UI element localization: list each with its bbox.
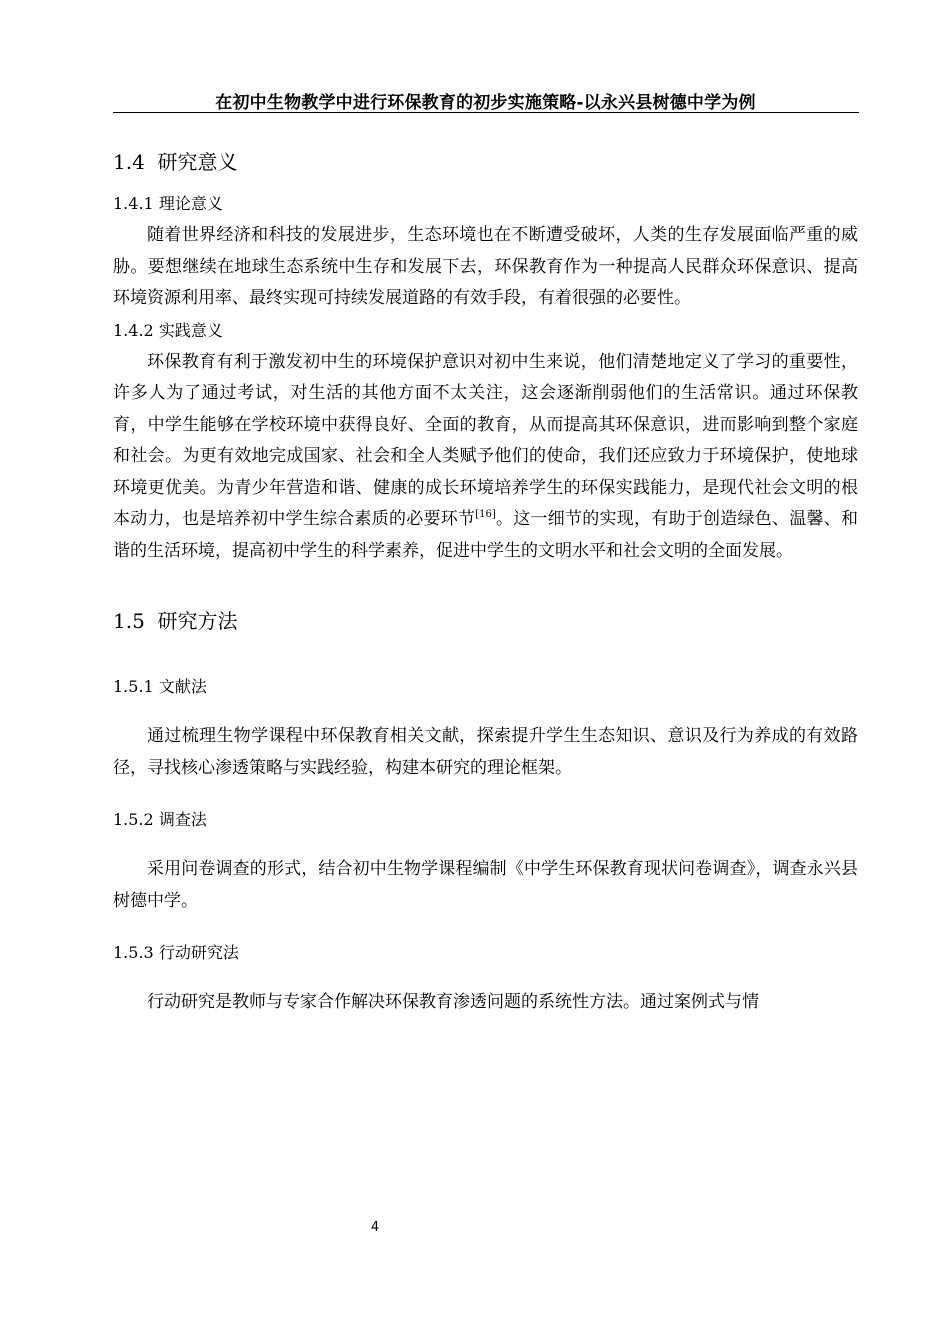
section-title: 研究方法 <box>157 609 238 633</box>
subsection-heading-1-4-1 <box>113 188 858 220</box>
section-number: 1.4 <box>113 150 145 174</box>
subsection-title: 行动研究法 <box>158 943 239 962</box>
paragraph-practical-significance <box>113 347 858 568</box>
subsection-heading-1-5-1 <box>113 671 858 703</box>
paragraph-action-research-method: 行动研究是教师与专家合作解决环保教育渗透问题的系统性方法。通过案例式与情 <box>147 992 759 1012</box>
subsection-title: 文献法 <box>158 677 207 696</box>
section-heading-1-5 <box>113 599 858 643</box>
header-rule <box>113 112 859 113</box>
subsection-title: 调查法 <box>158 810 207 829</box>
section-number: 1.5 <box>113 609 145 633</box>
subsection-heading-1-4-2 <box>113 315 858 347</box>
subsection-number: 1.5.2 <box>113 810 154 829</box>
paragraph-survey-method: 采用问卷调查的形式，结合初中生物学课程编制《中学生环保教育现状问卷调查》，调查永兴县树德中学。 <box>113 859 858 911</box>
subsection-title: 实践意义 <box>158 320 223 340</box>
subsection-heading-1-5-3 <box>113 937 858 969</box>
subsection-number: 1.4.2 <box>113 320 154 340</box>
page-body <box>113 140 858 1019</box>
subsection-number: 1.4.1 <box>113 194 154 213</box>
paragraph-literature-method: 通过梳理生物学课程中环保教育相关文献，探索提升学生生态知识、意识及行为养成的有效路径，寻找核心渗透策略与实践经验，构建本研究的理论框架。 <box>113 726 858 778</box>
citation-link[interactable]: [16] <box>475 509 496 520</box>
paragraph-text: 环保教育有利于激发初中生的环境保护意识对初中生来说，他们清楚地定义了学习的重要性，许多人为了通过考试，对生活的其他方面不太关注，这会逐渐削弱他们的生活常识。通过环保教育，中学生能够在学校环境中获得良好、全面的教育，从而提高其环保意识，进而影响到整个家庭和社会。为更有效地完成国家、社会和全人类赋予他们的使命，我们还应致力于环境保护，使地球环境更优美。为青少年营造和谐、健康的成长环境培养学生的环保实践能力，是现代社会文明的根本动力，也是培养初中学生综合素质的必要环节 <box>113 351 858 529</box>
subsection-number: 1.5.3 <box>113 943 154 962</box>
subsection-number: 1.5.1 <box>113 677 154 696</box>
running-header-title: 在初中生物教学中进行环保教育的初步实施策略-以永兴县树德中学为例 <box>215 93 756 113</box>
subsection-title: 理论意义 <box>158 194 223 213</box>
page-number: 4 <box>370 1220 380 1235</box>
subsection-heading-1-5-2 <box>113 804 858 836</box>
paragraph-text: 。这一细节的实现，有助于创造绿色、温馨、和谐的生活环境，提高初中学生的科学素养，促进中学生的文明水平和社会文明的全面发展。 <box>113 509 858 561</box>
section-title: 研究意义 <box>157 150 238 174</box>
section-heading-1-4 <box>113 140 858 184</box>
paragraph-theoretical-significance: 随着世界经济和科技的发展进步，生态环境也在不断遭受破坏，人类的生存发展面临严重的威胁。要想继续在地球生态系统中生存和发展下去，环保教育作为一种提高人民群众环保意识、提高环境资源利用率、最终实现可持续发展道路的有效手段，有着很强的必要性。 <box>113 225 858 308</box>
